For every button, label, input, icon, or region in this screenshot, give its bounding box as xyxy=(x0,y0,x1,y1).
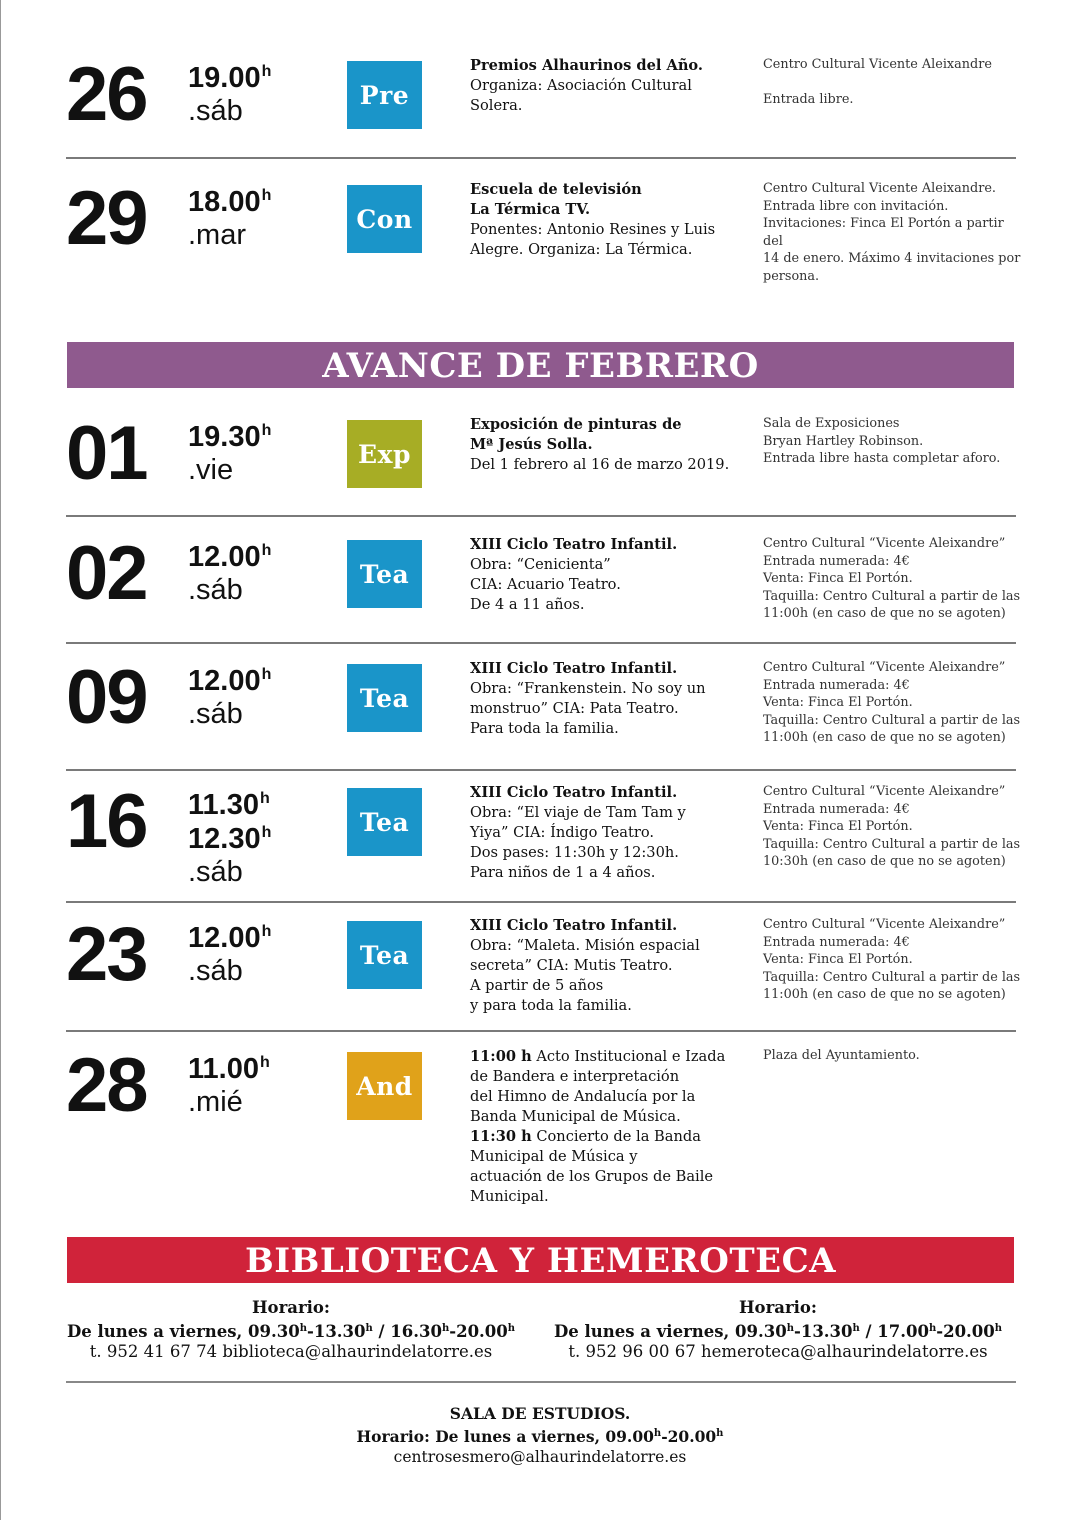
description-line: de Bandera e interpretación xyxy=(470,1068,680,1085)
description-line: Del 1 febrero al 16 de marzo 2019. xyxy=(470,456,730,473)
venue-line: Centro Cultural “Vicente Aleixandre” xyxy=(763,784,1006,799)
description-line: Premios Alhaurinos del Año. xyxy=(470,57,703,74)
page-edge xyxy=(0,0,1,1520)
event-day: 02 xyxy=(66,531,147,616)
venue-line: Entrada numerada: 4€ xyxy=(763,553,910,569)
event-time: 12.00$^h$ xyxy=(188,665,272,697)
venue-line: 11:00h (en caso de que no se agoten) xyxy=(763,606,1006,622)
event-weekday: .mar xyxy=(188,219,246,251)
description-line: Ponentes: Antonio Resines y Luis xyxy=(470,221,716,238)
venue-line: Taquilla: Centro Cultural a partir de las xyxy=(763,588,1021,604)
venue-line: Venta: Finca El Portón. xyxy=(763,819,913,835)
category-badge: Pre xyxy=(347,61,422,129)
event-weekday: .sáb xyxy=(188,574,243,606)
event-day: 09 xyxy=(66,655,147,740)
event-times xyxy=(188,661,271,733)
event-row xyxy=(66,176,1021,302)
description-line: del Himno de Andalucía por la xyxy=(470,1088,696,1105)
sala-estudios-info xyxy=(0,1404,1080,1467)
event-weekday: .vie xyxy=(188,454,234,486)
venue-line: Entrada libre. xyxy=(763,92,854,108)
sala-email: centrosesmero@alhaurindelatorre.es xyxy=(393,1448,687,1466)
category-badge: Tea xyxy=(347,540,422,608)
category-badge: Tea xyxy=(347,921,422,989)
event-row xyxy=(66,1043,1016,1205)
event-row xyxy=(66,52,1016,178)
description-line: Para niños de 1 a 4 años. xyxy=(470,864,656,881)
description-line: Yiya” CIA: Índigo Teatro. xyxy=(470,824,655,841)
event-times xyxy=(188,182,271,254)
divider xyxy=(66,769,1016,771)
venue-line: Taquilla: Centro Cultural a partir de las xyxy=(763,836,1021,852)
description-line: XIII Ciclo Teatro Infantil. xyxy=(470,536,678,553)
event-description xyxy=(470,56,745,116)
event-description xyxy=(470,535,745,615)
venue-line: 14 de enero. Máximo 4 invitaciones por xyxy=(763,251,1021,267)
event-venue xyxy=(763,659,1021,747)
event-time: 11.00$^h$ xyxy=(188,1053,270,1085)
description-line: monstruo” CIA: Pata Teatro. xyxy=(470,700,679,717)
schedule-hours: De lunes a viernes, 09.30$^h$-13.30$^h$ / 17.00$^h$-20.00$^h$ xyxy=(553,1321,1003,1341)
event-venue xyxy=(763,916,1021,1004)
description-line: Obra: “Frankenstein. No soy un xyxy=(470,680,706,697)
event-row xyxy=(66,411,1016,537)
event-row xyxy=(66,531,1021,657)
event-times xyxy=(188,417,271,489)
event-time: 11.30$^h$ xyxy=(188,789,270,821)
divider xyxy=(66,1381,1016,1383)
description-line: Municipal de Música y xyxy=(470,1148,638,1165)
venue-line: 11:00h (en caso de que no se agoten) xyxy=(763,730,1006,746)
venue-line: Centro Cultural “Vicente Aleixandre” xyxy=(763,660,1006,675)
description-line: Exposición de pinturas de xyxy=(470,416,682,433)
venue-line: Bryan Hartley Robinson. xyxy=(763,433,924,449)
event-time: 19.30$^h$ xyxy=(188,421,272,453)
description-line: actuación de los Grupos de Baile xyxy=(470,1168,714,1185)
divider xyxy=(66,1030,1016,1032)
event-time: 12.00$^h$ xyxy=(188,922,272,954)
category-badge: Exp xyxy=(347,420,422,488)
event-description xyxy=(470,415,745,475)
venue-line: 10:30h (en caso de que no se agoten) xyxy=(763,854,1006,870)
event-day: 29 xyxy=(66,176,147,261)
description-line: Escuela de televisión xyxy=(470,181,642,198)
event-time: 18.00$^h$ xyxy=(188,186,272,218)
category-badge: And xyxy=(347,1052,422,1120)
venue-line: Venta: Finca El Portón. xyxy=(763,952,913,968)
event-day: 28 xyxy=(66,1043,147,1128)
event-row xyxy=(66,912,1021,1038)
event-description xyxy=(470,916,745,1016)
category-badge: Tea xyxy=(347,788,422,856)
venue-line: Venta: Finca El Portón. xyxy=(763,571,913,587)
divider xyxy=(66,642,1016,644)
event-description xyxy=(470,783,745,883)
description-line: Mª Jesús Solla. xyxy=(470,436,593,453)
venue-line: 11:00h (en caso de que no se agoten) xyxy=(763,987,1006,1003)
contact-line: t. 952 41 67 74 biblioteca@alhaurindelatorre.es xyxy=(89,1342,493,1361)
venue-line: Taquilla: Centro Cultural a partir de las xyxy=(763,712,1021,728)
venue-line: Entrada libre hasta completar aforo. xyxy=(763,451,1001,467)
event-description xyxy=(470,659,745,739)
banner-avance-febrero: AVANCE DE FEBRERO xyxy=(67,342,1014,388)
description-line: Dos pases: 11:30h y 12:30h. xyxy=(470,844,679,861)
event-weekday: .sáb xyxy=(188,698,243,730)
description-line: De 4 a 11 años. xyxy=(470,596,585,613)
venue-line: Centro Cultural “Vicente Aleixandre” xyxy=(763,917,1006,932)
event-time: 12.30$^h$ xyxy=(188,823,272,855)
venue-line: Invitaciones: Finca El Portón a partir del xyxy=(763,216,1004,249)
category-badge: Con xyxy=(347,185,422,253)
description-line: XIII Ciclo Teatro Infantil. xyxy=(470,660,678,677)
event-weekday: .sáb xyxy=(188,856,243,888)
schedule-label: Horario: xyxy=(738,1298,818,1317)
description-line: Obra: “Cenicienta” xyxy=(470,556,611,573)
description-line: Organiza: Asociación Cultural xyxy=(470,77,692,94)
description-line: Obra: “Maleta. Misión espacial xyxy=(470,937,700,954)
venue-line: Plaza del Ayuntamiento. xyxy=(763,1048,920,1063)
event-venue xyxy=(763,180,1021,286)
venue-line: Entrada numerada: 4€ xyxy=(763,801,910,817)
description-line: CIA: Acuario Teatro. xyxy=(470,576,621,593)
event-day: 01 xyxy=(66,411,147,496)
event-times xyxy=(188,785,271,891)
description-line: Alegre. Organiza: La Térmica. xyxy=(470,241,693,258)
venue-line: Centro Cultural Vicente Aleixandre xyxy=(763,57,992,72)
event-weekday: .sáb xyxy=(188,955,243,987)
description-line: Municipal. xyxy=(470,1188,549,1205)
venue-line xyxy=(763,74,1021,92)
event-times xyxy=(188,537,271,609)
venue-line: Entrada numerada: 4€ xyxy=(763,934,910,950)
venue-line: Sala de Exposiciones xyxy=(763,416,900,431)
event-venue xyxy=(763,1047,1021,1065)
venue-line: Centro Cultural Vicente Aleixandre. xyxy=(763,181,996,196)
category-badge: Tea xyxy=(347,664,422,732)
description-line: A partir de 5 años xyxy=(470,977,604,994)
event-time: 19.00$^h$ xyxy=(188,62,272,94)
event-venue xyxy=(763,56,1021,109)
divider xyxy=(66,901,1016,903)
event-description xyxy=(470,1047,745,1207)
description-line: Solera. xyxy=(470,97,523,114)
schedule-label: Horario: xyxy=(251,1298,331,1317)
event-weekday: .mié xyxy=(188,1086,243,1118)
event-day: 26 xyxy=(66,52,147,137)
event-venue xyxy=(763,415,1021,468)
description-line: Banda Municipal de Música. xyxy=(470,1108,681,1125)
event-times xyxy=(188,918,271,990)
description-line: XIII Ciclo Teatro Infantil. xyxy=(470,784,678,801)
event-description xyxy=(470,180,745,260)
venue-line: Taquilla: Centro Cultural a partir de las xyxy=(763,969,1021,985)
description-line: Para toda la familia. xyxy=(470,720,619,737)
event-times xyxy=(188,58,271,130)
event-time: 12.00$^h$ xyxy=(188,541,272,573)
venue-line: persona. xyxy=(763,268,820,284)
venue-line: Venta: Finca El Portón. xyxy=(763,695,913,711)
event-day: 16 xyxy=(66,779,147,864)
event-times xyxy=(188,1049,270,1121)
description-line: 11:30 h Concierto de la Banda xyxy=(470,1128,701,1145)
event-venue xyxy=(763,535,1021,623)
description-line: Obra: “El viaje de Tam Tam y xyxy=(470,804,686,821)
event-row xyxy=(66,655,1021,781)
banner-biblioteca: BIBLIOTECA Y HEMEROTECA xyxy=(67,1237,1014,1283)
event-venue xyxy=(763,783,1021,871)
event-day: 23 xyxy=(66,912,147,997)
divider xyxy=(66,515,1016,517)
description-line: La Térmica TV. xyxy=(470,201,591,218)
sala-hours: Horario: De lunes a viernes, 09.00$^h$-20.00$^h$ xyxy=(356,1427,724,1446)
schedule-hours: De lunes a viernes, 09.30$^h$-13.30$^h$ / 16.30$^h$-20.00$^h$ xyxy=(66,1321,516,1341)
venue-line: Entrada libre con invitación. xyxy=(763,198,949,214)
venue-line: Entrada numerada: 4€ xyxy=(763,677,910,693)
venue-line: Centro Cultural “Vicente Aleixandre” xyxy=(763,536,1006,551)
description-line: y para toda la familia. xyxy=(470,997,632,1014)
divider xyxy=(66,157,1016,159)
biblioteca-info xyxy=(66,1298,516,1363)
event-row xyxy=(66,779,1021,905)
event-weekday: .sáb xyxy=(188,95,243,127)
description-line: XIII Ciclo Teatro Infantil. xyxy=(470,917,678,934)
hemeroteca-info xyxy=(548,1298,1008,1363)
description-line: 11:00 h Acto Institucional e Izada xyxy=(470,1048,726,1065)
sala-title: SALA DE ESTUDIOS. xyxy=(449,1404,631,1423)
contact-line: t. 952 96 00 67 hemeroteca@alhaurindelatorre.es xyxy=(568,1342,988,1361)
description-line: secreta” CIA: Mutis Teatro. xyxy=(470,957,673,974)
